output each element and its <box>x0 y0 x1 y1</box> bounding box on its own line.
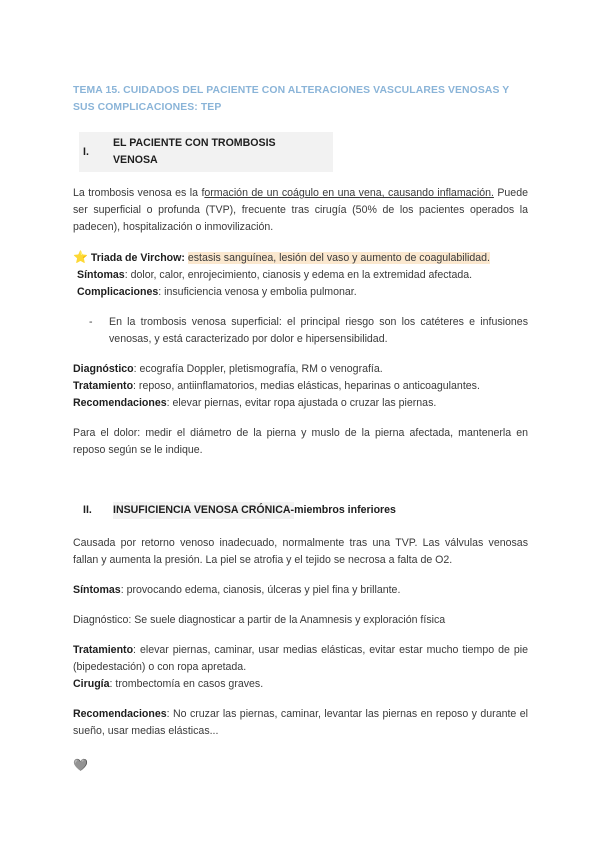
bullet-dash: - <box>89 316 93 328</box>
virchow-highlight: estasis sanguínea, lesión del vaso y aumento de coagulabilidad. <box>187 252 490 264</box>
ivc-sintomas-line: Síntomas: provocando edema, cianosis, úlceras y piel fina y brillante. <box>73 584 401 596</box>
ivc-diagnostico-line: Diagnóstico: Se suele diagnosticar a partir de la Anamnesis y exploración física <box>73 614 446 626</box>
ivc-intro-paragraph: Causada por retorno venoso inadecuado, normalmente tras una TVP. Las válvulas venosas fallan y aumenta la presión. La piel se atrofia y el tejido se necrosa a falta de O2. <box>73 537 528 566</box>
virchow-line: ⭐ Triada de Virchow: estasis sanguínea, lesión del vaso y aumento de coagulabilidad. <box>73 250 490 264</box>
star-icon: ⭐ <box>73 250 88 264</box>
diagnostico-line: Diagnóstico: ecografía Doppler, pletismografía, RM o venografía. <box>73 363 383 375</box>
document-page <box>73 82 528 740</box>
section-heading-1 <box>79 132 333 172</box>
section-heading-2 <box>79 499 423 522</box>
recomendaciones-line: Recomendaciones: elevar piernas, evitar ropa ajustada o cruzar las piernas. <box>73 397 437 409</box>
ivc-cirugia-line: Cirugía: trombectomía en casos graves. <box>73 678 264 690</box>
tratamiento-line: Tratamiento: reposo, antiinflamatorios, medias elásticas, heparinas o anticoagulantes. <box>73 380 480 392</box>
section-number: I. <box>83 145 89 158</box>
section-number: II. <box>83 504 92 516</box>
ivc-recomendaciones-line: Recomendaciones: No cruzar las piernas, caminar, levantar las piernas en reposo y durante el sueño, usar medias elásticas... <box>73 708 528 737</box>
heart-icon: 🩶 <box>73 758 88 772</box>
page-title: TEMA 15. CUIDADOS DEL PACIENTE CON ALTERACIONES VASCULARES VENOSAS Y SUS COMPLICACIONES: TEP <box>73 85 510 113</box>
list-item <box>89 314 528 348</box>
intro-paragraph: La trombosis venosa es la formación de un coágulo en una vena, causando inflamación. Puede ser superficial o profunda (TVP), frecuente tras cirugía (50% de los pacientes operados la padecen), hospitalización o inmovilización. <box>73 187 528 233</box>
section-title-suffix: miembros inferiores <box>294 504 396 516</box>
section-title: INSUFICIENCIA VENOSA CRÓNICA- <box>113 502 294 519</box>
bullet-text: En la trombosis venosa superficial: el principal riesgo son los catéteres e infusiones venosas, y está caracterizado por dolor e hipersensibilidad. <box>109 316 528 345</box>
ivc-tratamiento-line: Tratamiento: elevar piernas, caminar, usar medias elásticas, evitar estar mucho tiempo de pie (bipedestación) o con ropa apretada. <box>73 644 528 673</box>
sintomas-line: Síntomas: dolor, calor, enrojecimiento, cianosis y edema en la extremidad afectada. <box>77 269 473 281</box>
complicaciones-line: Complicaciones: insuficiencia venosa y embolia pulmonar. <box>77 286 357 298</box>
section-title: EL PACIENTE CON TROMBOSIS VENOSA <box>112 137 276 166</box>
dolor-paragraph: Para el dolor: medir el diámetro de la pierna y muslo de la pierna afectada, mantenerla en reposo según se le indique. <box>73 427 528 456</box>
